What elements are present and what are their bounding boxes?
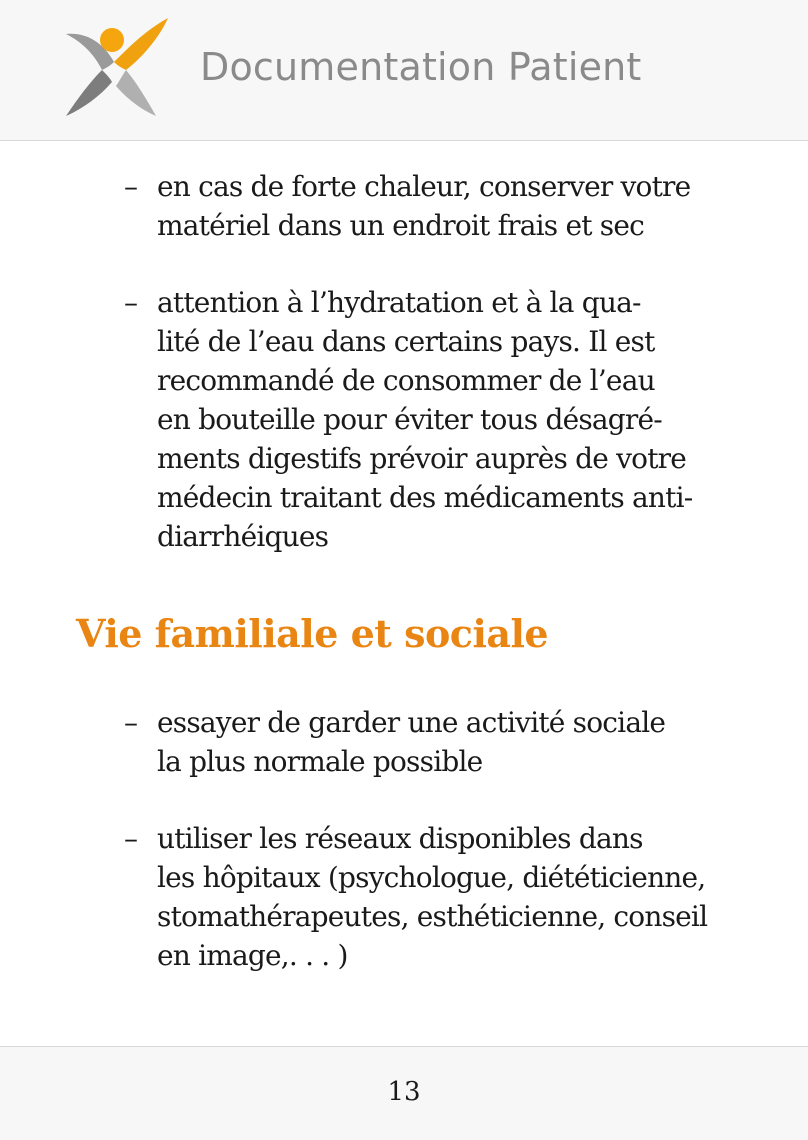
list-dash: – [124, 822, 138, 855]
list-item-line: stomathérapeutes, esthéticienne, conseil [157, 900, 708, 933]
list-item-line: essayer de garder une activité sociale [157, 706, 666, 739]
list-item-line: matériel dans un endroit frais et sec [157, 209, 645, 242]
list-item-line: recommandé de consommer de l’eau [157, 364, 655, 397]
list-item-line: lité de l’eau dans certains pays. Il est [157, 325, 655, 358]
list-item [0, 703, 808, 781]
header-title: Documentation Patient [200, 45, 642, 89]
list-item-line: médecin traitant des médicaments anti- [157, 481, 693, 514]
person-logo-icon [60, 16, 172, 120]
list-dash: – [124, 286, 138, 319]
section-heading: Vie familiale et sociale [76, 611, 549, 656]
list-item-line: diarrhéiques [157, 520, 329, 553]
list-item [0, 819, 808, 975]
list-item-line: la plus normale possible [157, 745, 483, 778]
list-item-line: utiliser les réseaux disponibles dans [157, 822, 643, 855]
list-item [0, 167, 808, 245]
list-item-line: ments digestifs prévoir auprès de votre [157, 442, 687, 475]
list-item-line: en image,. . . ) [157, 939, 348, 972]
list-dash: – [124, 170, 138, 203]
intro-bullet-list [0, 167, 808, 556]
page-content [0, 141, 808, 1046]
list-dash: – [124, 706, 138, 739]
page-number: 13 [387, 1077, 421, 1107]
list-item-line: attention à l’hydratation et à la qua- [157, 286, 641, 319]
list-item-line: en cas de forte chaleur, conserver votre [157, 170, 691, 203]
list-item-line: en bouteille pour éviter tous désagré- [157, 403, 662, 436]
page-header [0, 0, 808, 141]
section-bullet-list [0, 703, 808, 975]
page-footer [0, 1046, 808, 1140]
list-item [0, 283, 808, 556]
list-item-line: les hôpitaux (psychologue, diététicienne, [157, 861, 706, 894]
